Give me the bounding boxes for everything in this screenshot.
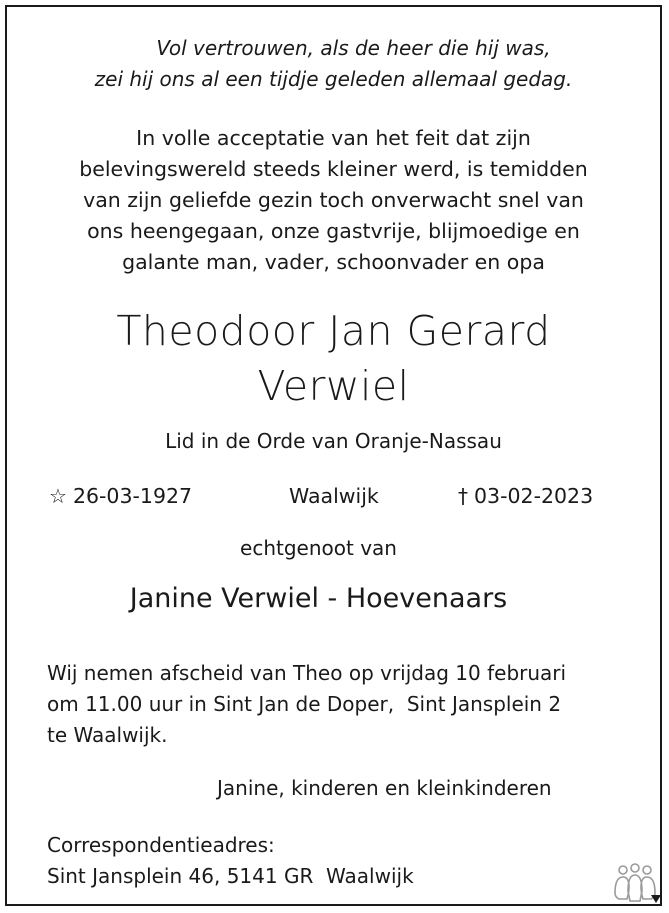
honour-line: Lid in de Orde van Oranje-Nassau (165, 429, 502, 453)
correspondence-label: Correspondentieadres: (47, 833, 275, 857)
place: Waalwijk (289, 484, 379, 508)
death-date (458, 483, 593, 509)
intro-text (7, 123, 660, 278)
correspondence (47, 830, 414, 892)
deceased-name-line: Theodoor Jan Gerard (116, 307, 551, 355)
spouse-label: echtgenoot van (240, 536, 397, 560)
poem-line: Vol vertrouwen, als de heer die hij was, (156, 36, 551, 60)
birth-date-value: 26-03-1927 (72, 484, 193, 508)
service-details (47, 658, 647, 751)
intro-line: In volle acceptatie van het feit dat zijn (136, 126, 531, 150)
star-outline-icon: ☆ (49, 484, 67, 508)
people-group-logo-icon (609, 863, 661, 905)
intro-line: belevingswereld steeds kleiner werd, is temidden (79, 157, 588, 181)
correspondence-address: Sint Jansplein 46, 5141 GR Waalwijk (47, 864, 414, 888)
obituary-card (5, 5, 662, 906)
deceased-name (7, 304, 660, 414)
service-line: Wij nemen afscheid van Theo op vrijdag 10 februari (47, 661, 567, 685)
birth-date (49, 483, 192, 509)
poem-line: zei hij ons al een tijdje geleden allemaal gedag. (94, 67, 573, 91)
family-signature: Janine, kinderen en kleinkinderen (217, 776, 552, 800)
intro-line: ons heengegaan, onze gastvrije, blijmoedige en (87, 219, 580, 243)
death-date-value: 03-02-2023 (474, 484, 594, 508)
service-line: om 11.00 uur in Sint Jan de Doper, Sint Jansplein 2 (47, 692, 562, 716)
intro-line: galante man, vader, schoonvader en opa (122, 250, 545, 274)
cross-icon: † (458, 484, 468, 508)
deceased-name-line: Verwiel (257, 362, 410, 410)
spouse-name: Janine Verwiel - Hoevenaars (129, 583, 508, 614)
poem (7, 33, 660, 95)
service-line: te Waalwijk. (47, 723, 168, 747)
intro-line: van zijn geliefde gezin toch onverwacht snel van (83, 188, 584, 212)
